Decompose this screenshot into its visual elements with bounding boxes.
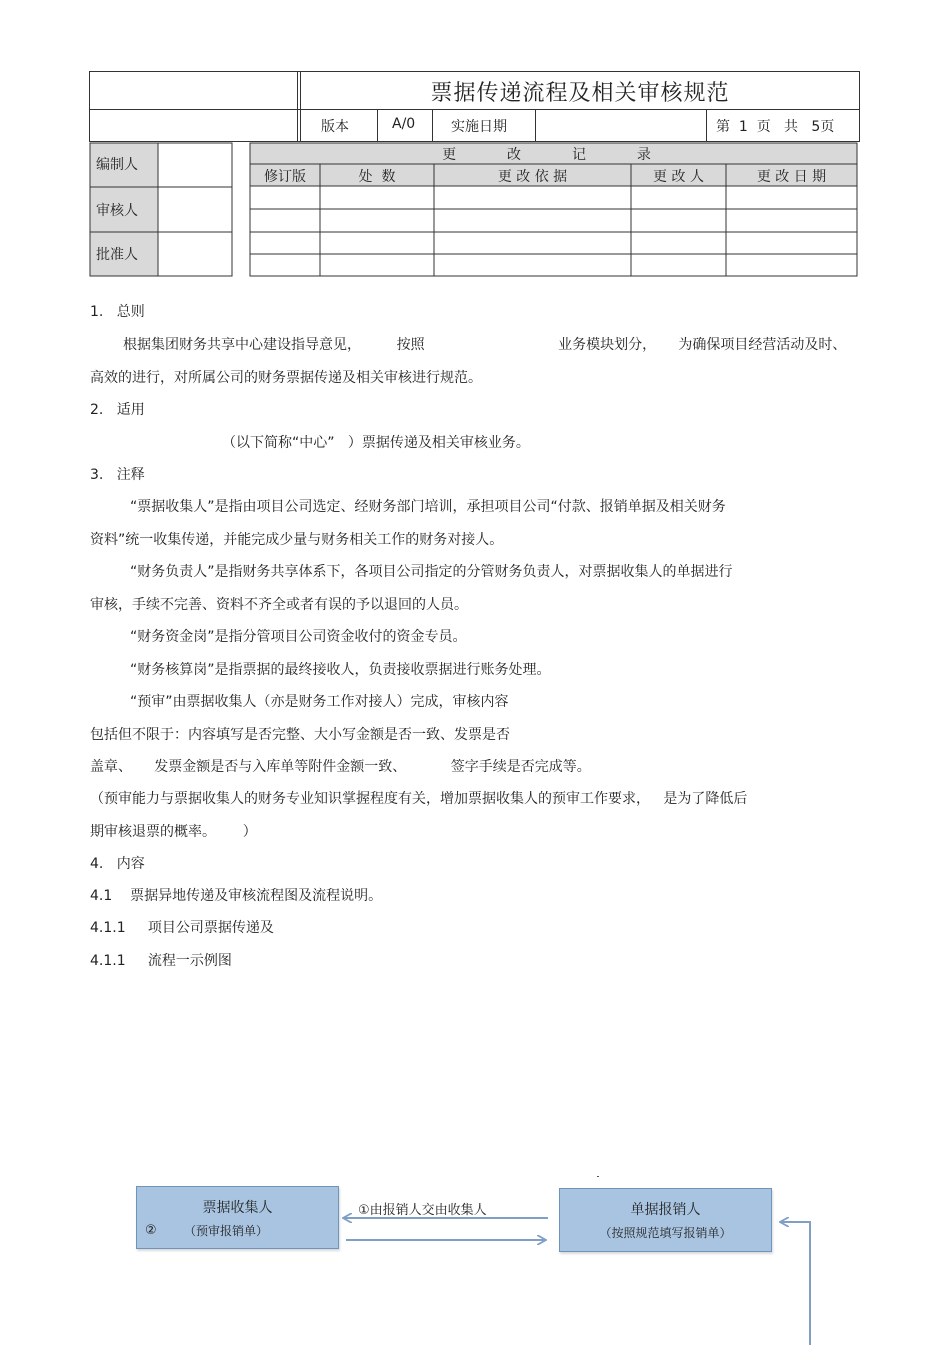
definition-accounting-post: “财务核算岗”是指票据的最终接收人，负责接收票据进行账务处理。: [130, 662, 551, 678]
document-title: 票据传递流程及相关审核规范: [430, 81, 730, 106]
page-info: 第 1 页 共 5页: [716, 119, 835, 135]
section-2-paragraph: （以下简称“中心” ）票据传递及相关审核业务。: [222, 435, 530, 451]
section-4-heading: 4. 内容: [90, 856, 145, 872]
version-value: A/0: [392, 116, 416, 132]
col-changer: 更 改 人: [653, 169, 704, 185]
definition-fund-post: “财务资金岗”是指分管项目公司资金收付的资金专员。: [130, 629, 467, 645]
section-3-heading: 3. 注释: [90, 467, 145, 483]
definition-finance-head-cont: 审核，手续不完善、资料不齐全或者有误的予以退回的人员。: [90, 597, 468, 613]
flow-arrows: [0, 1150, 950, 1345]
definition-pre-review-cont-2: 盖章、 发票金额是否与入库单等附件金额一致、 签字手续是否完成等。: [90, 759, 591, 775]
collector-step-number: ②: [145, 1223, 157, 1238]
definition-collector: “票据收集人”是指由项目公司选定、经财务部门培训，承担项目公司“付款、报销单据及相关财务: [130, 499, 726, 515]
section-4-1-1-a: 4.1.1 项目公司票据传递及: [90, 920, 274, 936]
section-1-paragraph: 根据集团财务共享中心建设指导意见， 按照 业务模块划分， 为确保项目经营活动及时、: [123, 337, 847, 353]
compiler-label: 编制人: [96, 157, 138, 173]
arrow-return: [781, 1222, 810, 1345]
version-label: 版本: [321, 119, 349, 135]
definition-pre-review-cont-1: 包括但不限于：内容填写是否完整、大小写金额是否一致、发票是否: [90, 727, 510, 743]
effective-date-label: 实施日期: [451, 119, 507, 135]
section-1-paragraph-cont: 高效的进行，对所属公司的财务票据传递及相关审核进行规范。: [90, 370, 482, 386]
col-basis: 更 改 依 据: [497, 169, 568, 185]
revision-record-title: 更 改 记 录: [442, 147, 665, 163]
definition-finance-head: “财务负责人”是指财务共享体系下，各项目公司指定的分管财务负责人，对票据收集人的单据进行: [130, 564, 733, 580]
definition-pre-review: “预审”由票据收集人（亦是财务工作对接人）完成，审核内容: [130, 694, 509, 710]
col-revision: 修订版: [264, 169, 306, 185]
collector-subtitle: （预审报销单）: [184, 1224, 269, 1238]
reimburser-subtitle: （按照规范填写报销单）: [599, 1226, 732, 1240]
reimburser-title: 单据报销人: [630, 1202, 701, 1218]
section-2-heading: 2. 适用: [90, 402, 145, 418]
flow-arrow-label: ①由报销人交由收集人: [358, 1203, 487, 1218]
definition-collector-cont: 资料”统一收集传递，并能完成少量与财务相关工作的财务对接人。: [90, 532, 504, 548]
pre-review-note-cont: 期审核退票的概率。 ）: [90, 824, 257, 840]
approver-label: 批准人: [96, 247, 138, 263]
pre-review-note: （预审能力与票据收集人的财务专业知识掌握程度有关，增加票据收集人的预审工作要求， 是为了降低后: [90, 791, 748, 807]
col-count: 处 数: [358, 169, 396, 185]
section-1-heading: 1. 总则: [90, 304, 145, 320]
section-4-1-1-b: 4.1.1 流程一示例图: [90, 953, 232, 969]
collector-title: 票据收集人: [202, 1200, 273, 1216]
section-4-1: 4.1 票据异地传递及审核流程图及流程说明。: [90, 888, 383, 904]
reviewer-label: 审核人: [96, 203, 138, 219]
col-change-date: 更 改 日 期: [756, 169, 827, 185]
